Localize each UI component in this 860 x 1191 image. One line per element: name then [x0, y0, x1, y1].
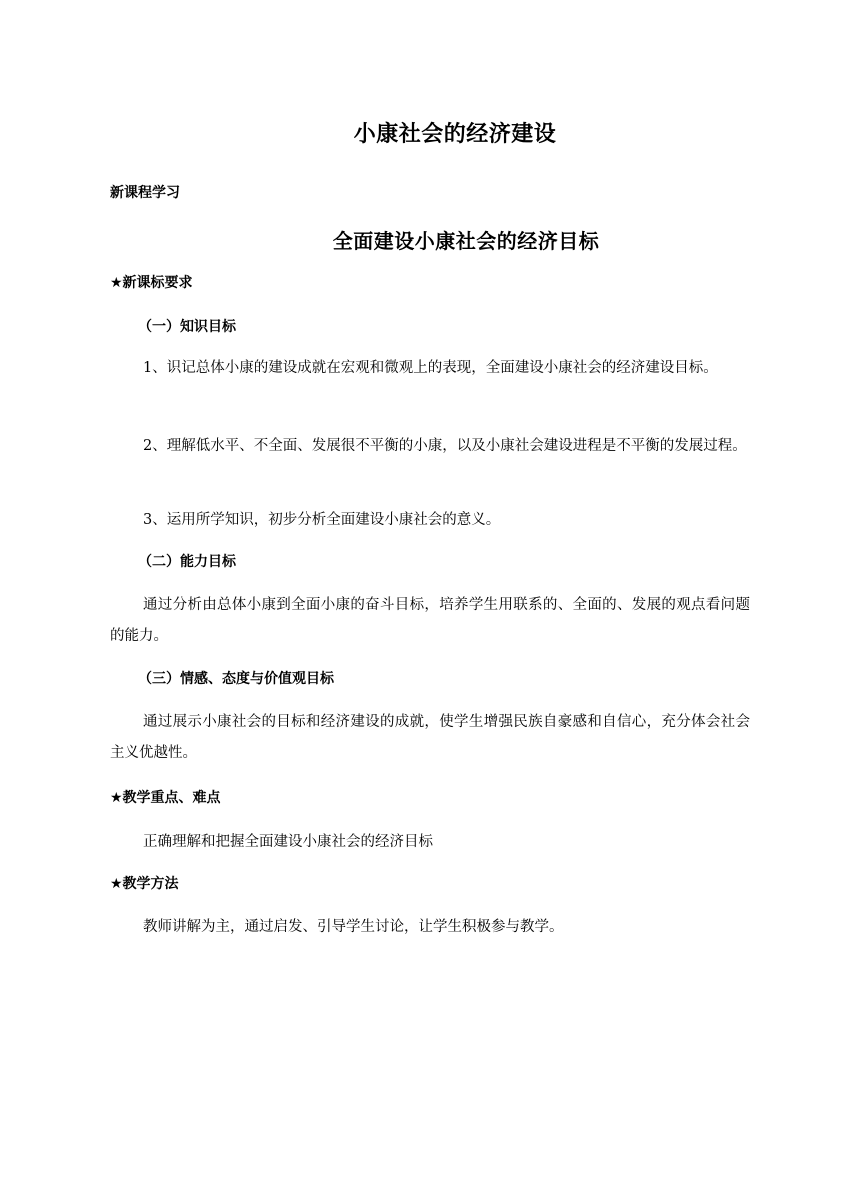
- knowledge-item-3: 3、运用所学知识，初步分析全面建设小康社会的意义。: [143, 512, 501, 528]
- lesson-title: 全面建设小康社会的经济目标: [332, 229, 600, 253]
- ability-goals-text: 通过分析由总体小康到全面小康的奋斗目标，培养学生用联系的、全面的、发展的观点看问题的能力。: [110, 597, 750, 644]
- emotion-goals-text: 通过展示小康社会的目标和经济建设的成就，使学生增强民族自豪感和自信心，充分体会社会主义优越性。: [110, 714, 750, 761]
- knowledge-goals-heading: （一）知识目标: [138, 319, 236, 335]
- methods-text: 教师讲解为主，通过启发、引导学生讨论，让学生积极参与教学。: [143, 919, 564, 935]
- key-points-text: 正确理解和把握全面建设小康社会的经济目标: [143, 834, 433, 850]
- knowledge-item-1: 1、识记总体小康的建设成就在宏观和微观上的表现，全面建设小康社会的经济建设目标。: [143, 360, 718, 376]
- emotion-goals-heading: （三）情感、态度与价值观目标: [138, 671, 334, 687]
- knowledge-item-2: 2、理解低水平、不全面、发展很不平衡的小康，以及小康社会建设进程是不平衡的发展过程。: [143, 438, 747, 454]
- key-points-heading: ★教学重点、难点: [110, 790, 221, 806]
- section-label: 新课程学习: [110, 185, 180, 201]
- requirements-heading: ★新课标要求: [110, 275, 193, 291]
- methods-heading: ★教学方法: [110, 876, 179, 892]
- ability-goals-heading: （二）能力目标: [138, 554, 236, 570]
- document-title: 小康社会的经济建设: [353, 122, 557, 147]
